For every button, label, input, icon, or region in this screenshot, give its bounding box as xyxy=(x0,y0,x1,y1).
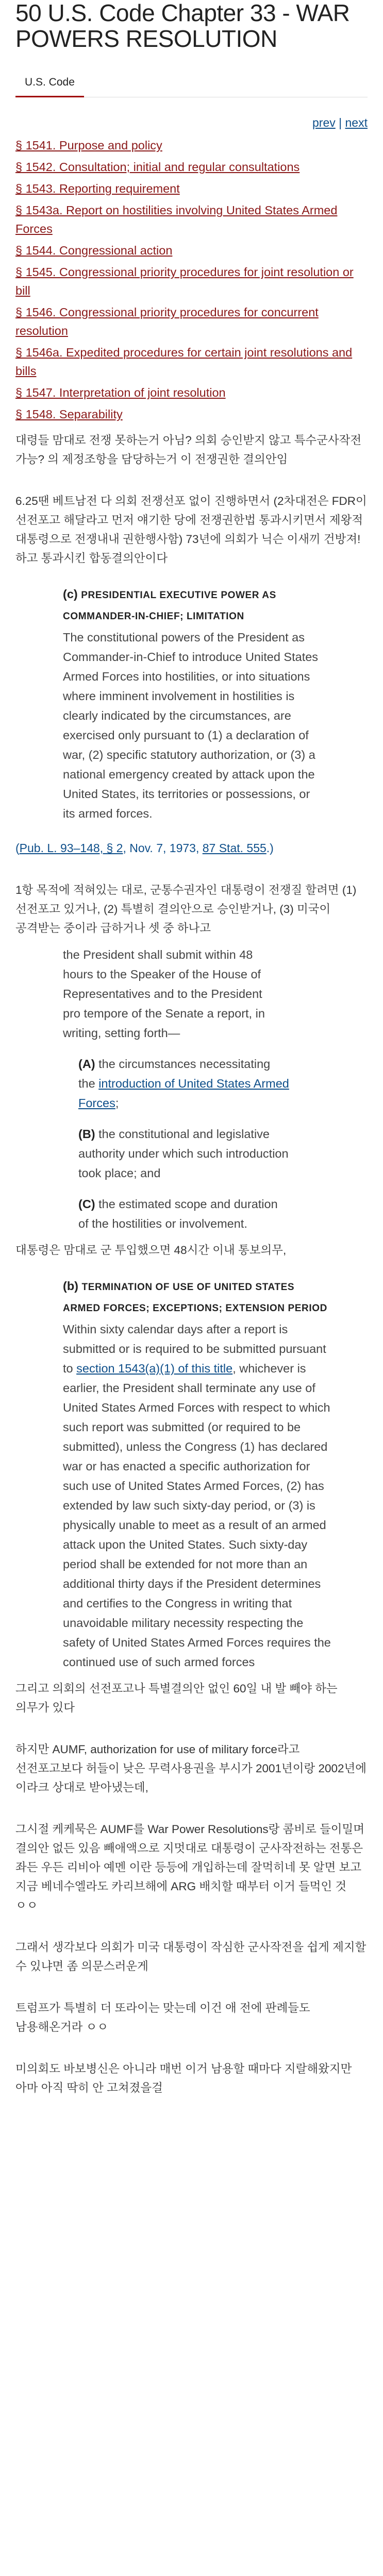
statute-marker: (b) xyxy=(63,1279,79,1293)
commentary-paragraph: 대령들 맘대로 전쟁 못하는거 아님? 의회 승인받지 않고 특수군사작전 가능? 의 제정조항을 담당하는거 이 전쟁권한 결의안임 xyxy=(15,434,362,466)
section-link-1545[interactable]: § 1545. Congressional priority procedures for joint resolution or bill xyxy=(15,265,354,297)
item-text: the constitutional and legislative authority under which such introduction took place; and xyxy=(78,1127,289,1180)
section-item xyxy=(15,241,368,260)
commentary-paragraph: 그래서 생각보다 의회가 미국 대통령이 작심한 군사작전을 쉽게 제지할 수 있냐면 좀 의문스러운게 xyxy=(15,1941,367,1973)
citation-date: , Nov. 7, 1973, xyxy=(123,841,203,855)
statute-heading-text: PRESIDENTIAL EXECUTIVE POWER AS COMMANDER-IN-CHIEF; LIMITATION xyxy=(63,590,276,622)
commentary-paragraph: 하지만 AUMF, authorization for use of military force라고 선전포고보다 허들이 낮은 무력사용권을 부시가 2001년이랑 2002년에 이라크 상대로 받아냈는데, xyxy=(15,1743,367,1794)
report-requirement-intro: the President shall submit within 48 hours to the Speaker of the House of Representatives and to the President pro tempore of the Senate a report, in writing, setting forth— xyxy=(63,948,265,1040)
page-title: 50 U.S. Code Chapter 33 - WAR POWERS RESOLUTION xyxy=(15,0,350,52)
section-item xyxy=(15,303,368,340)
section-item xyxy=(15,201,368,238)
statute-heading-text: TERMINATION OF USE OF UNITED STATES ARMED FORCES; EXCEPTIONS; EXTENSION PERIOD xyxy=(63,1282,327,1314)
item-marker: (B) xyxy=(78,1127,95,1141)
commentary-paragraph: 1항 목적에 적혀있는 대로, 군통수권자인 대통령이 전쟁질 할려면 (1) 선전포고 있거나, (2) 특별히 결의안으로 승인받거나, (3) 미국이 공격받는 중이라 급하거나 셋 중 하나고 xyxy=(15,884,357,935)
report-item-c xyxy=(78,1194,290,1233)
section-link-1541[interactable]: § 1541. Purpose and policy xyxy=(15,139,162,152)
commentary-paragraph: 6.25땐 베트남전 다 의회 전쟁선포 없이 진행하면서 (2차대전은 FDR이 선전포고 해달라고 먼저 얘기한 당에 전쟁권한법 통과시키면서 제왕적 대통령으로 전쟁내내 권한행사함) 73년에 의회가 닉슨 이새끼 건방져! 하고 통과시킨 합동결의안이다 xyxy=(15,495,367,565)
statute-body-text: Within sixty calendar days after a report is submitted or is required to be submitted pursuant to xyxy=(63,1323,326,1375)
commentary-paragraph: 트럼프가 특별히 더 또라이는 맞는데 이건 애 전에 판례들도 남용해온거라 ㅇㅇ xyxy=(15,2002,310,2033)
pager-separator: | xyxy=(339,116,342,129)
section-link-1546[interactable]: § 1546. Congressional priority procedures for concurrent resolution xyxy=(15,306,319,337)
report-item-a xyxy=(78,1054,290,1113)
section-item xyxy=(15,405,368,423)
section-link-1548[interactable]: § 1548. Separability xyxy=(15,408,123,421)
statute-body: The constitutional powers of the President as Commander-in-Chief to introduce United States Armed Forces into hostilities, or into situations where imminent involvement in hostilities is clearly indicated by the circumstances, are exercised only pursuant to (1) a declaration of war, (2) specific statutory authorization, or (3) a national emergency created by attack upon the United States, its territories or possessions, or its armed forces. xyxy=(63,631,319,820)
citation-open: ( xyxy=(15,841,20,855)
definition-link[interactable]: introduction of United States Armed Forces xyxy=(78,1077,289,1110)
section-list xyxy=(15,136,368,423)
statute-excerpt-c xyxy=(63,584,321,823)
item-marker: (A) xyxy=(78,1057,95,1071)
section-link-1543a[interactable]: § 1543a. Report on hostilities involving United States Armed Forces xyxy=(15,204,338,235)
statute-body xyxy=(63,1319,331,1672)
next-link[interactable]: next xyxy=(345,116,368,129)
item-text: the circumstances necessitating the xyxy=(78,1057,271,1090)
tab-bar xyxy=(15,72,368,97)
section-link-1546a[interactable]: § 1546a. Expedited procedures for certain joint resolutions and bills xyxy=(15,346,353,378)
statute-excerpt-b xyxy=(63,1276,331,1672)
statute-marker: (c) xyxy=(63,587,78,601)
statute-heading xyxy=(63,584,321,626)
commentary-paragraph: 대통령은 맘대로 군 투입했으면 48시간 이내 통보의무, xyxy=(15,1244,287,1257)
citation xyxy=(15,839,368,858)
section-link-1542[interactable]: § 1542. Consultation; initial and regular consultations xyxy=(15,160,300,174)
commentary-paragraph: 미의회도 바보병신은 아니라 매번 이거 남용할 때마다 지랄해왔지만 아마 아직 딱히 안 고쳐졌을걸 xyxy=(15,2062,352,2094)
section-item xyxy=(15,343,368,380)
report-item-b xyxy=(78,1124,290,1183)
section-item xyxy=(15,383,368,402)
statute-body-text: , whichever is earlier, the President shall terminate any use of United States Armed Forces with respect to which such report was submitted (or required to be submitted), unless the Congress (1) has declared war or has enacted a specific authorization for such use of United States Armed Forces, (2) has extended by law such sixty-day period, or (3) is physically unable to meet as a result of an armed attack upon the United States. Such sixty-day period shall be extended for not more than an additional thirty days if the President determines and certifies to the Congress in writing that unavoidable military necessity respecting the safety of United States Armed Forces requires the continued use of such armed forces xyxy=(63,1362,331,1669)
pager xyxy=(15,116,368,130)
section-link-1547[interactable]: § 1547. Interpretation of joint resolution xyxy=(15,386,226,399)
citation-close: .) xyxy=(266,841,274,855)
section-1543-link[interactable]: section 1543(a)(1) of this title xyxy=(76,1362,233,1375)
statutes-at-large-link[interactable]: 87 Stat. 555 xyxy=(202,841,267,855)
prev-link[interactable]: prev xyxy=(312,116,336,129)
section-link-1544[interactable]: § 1544. Congressional action xyxy=(15,244,173,257)
public-law-link[interactable]: Pub. L. 93–148, § 2 xyxy=(19,841,123,855)
section-item xyxy=(15,179,368,198)
item-marker: (C) xyxy=(78,1197,95,1211)
section-item xyxy=(15,263,368,300)
tab-us-code[interactable]: U.S. Code xyxy=(15,72,84,97)
item-punct: ; xyxy=(115,1096,119,1110)
commentary-paragraph: 그리고 의회의 선전포고나 특별결의안 없인 60일 내 발 빼야 하는 의무가 있다 xyxy=(15,1682,338,1714)
section-item xyxy=(15,158,368,176)
section-link-1543[interactable]: § 1543. Reporting requirement xyxy=(15,182,180,195)
section-item xyxy=(15,136,368,155)
statute-heading xyxy=(63,1276,331,1318)
commentary-paragraph: 그시절 케케묵은 AUMF를 War Power Resolutions랑 콤비로 들이밀며 결의안 없든 있음 빼애액으로 지멋대로 대통령이 군사작전하는 전통은 좌든 우든 리비아 예멘 이란 등등에 개입하는데 잘먹히네 못 알면 보고 지금 베네수엘라도 카리브해에 ARG 배치할 때부터 이거 들먹인 것 ㅇㅇ xyxy=(15,1823,365,1912)
item-text: the estimated scope and duration of the hostilities or involvement. xyxy=(78,1197,278,1230)
